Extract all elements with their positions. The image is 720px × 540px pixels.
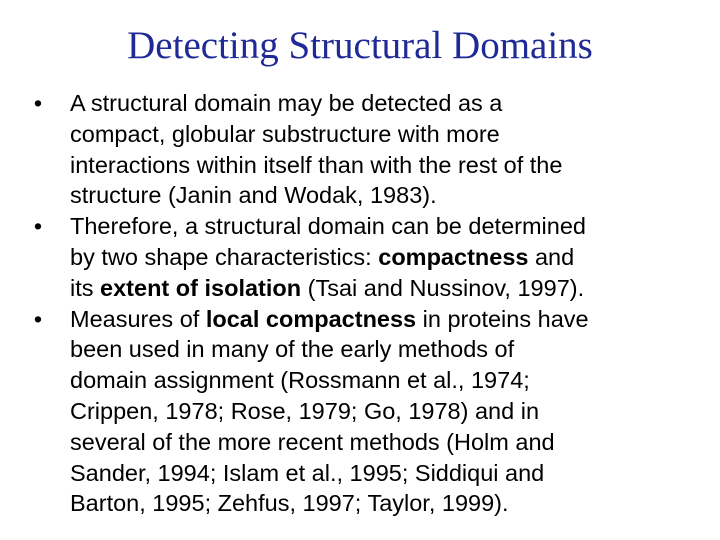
bullet-item	[28, 211, 708, 303]
bullet-text-line	[70, 273, 708, 304]
bullet-text: compact, globular substructure with more	[70, 120, 500, 147]
bullet-text: Measures of	[70, 305, 206, 332]
bullet-text: interactions within itself than with the rest of the	[70, 151, 563, 178]
bullet-text: by two shape characteristics:	[70, 243, 379, 270]
bullet-text-line	[70, 396, 708, 427]
bullet-text: and	[528, 243, 575, 270]
bullet-dot-icon: •	[33, 90, 43, 116]
slide-title: Detecting Structural Domains	[127, 24, 593, 67]
bullet-text: (Tsai and Nussinov, 1997).	[301, 274, 585, 301]
bullet-text-line	[70, 458, 708, 489]
bullet-dot-icon: •	[33, 305, 43, 332]
bullet-list	[28, 88, 708, 519]
bullet-text: been used in many of the early methods of	[70, 336, 515, 363]
bullet-text-line	[70, 150, 708, 181]
bullet-text: domain assignment (Rossmann et al., 1974;	[70, 367, 530, 394]
emphasized-term: compactness	[378, 243, 529, 270]
bullet-text-line	[70, 365, 708, 396]
bullet-text-line	[70, 488, 708, 519]
bullet-text: its	[70, 274, 101, 301]
bullet-text-line	[70, 211, 708, 242]
bullet-text-line	[70, 119, 708, 150]
bullet-text-line	[70, 304, 708, 335]
bullet-text-line	[70, 242, 708, 273]
emphasized-term: local compactness	[205, 305, 417, 332]
bullet-text-line	[70, 334, 708, 365]
emphasized-term: extent of isolation	[100, 274, 302, 301]
bullet-text: Sander, 1994; Islam et al., 1995; Siddiqui and	[70, 459, 545, 486]
bullet-text: A structural domain may be detected as a	[70, 90, 503, 116]
bullet-text: Barton, 1995; Zehfus, 1997; Taylor, 1999).	[70, 490, 509, 517]
bullet-item	[28, 88, 708, 211]
bullet-text: in proteins have	[416, 305, 589, 332]
bullet-text-line	[70, 427, 708, 458]
bullet-text: Crippen, 1978; Rose, 1979; Go, 1978) and in	[70, 397, 540, 424]
bullet-text: Therefore, a structural domain can be determined	[70, 213, 586, 240]
bullet-text-line	[70, 88, 708, 119]
bullet-text: several of the more recent methods (Holm and	[70, 428, 555, 455]
bullet-text: structure (Janin and Wodak, 1983).	[70, 182, 437, 209]
bullet-dot-icon: •	[33, 213, 43, 240]
bullet-text-line	[70, 180, 708, 211]
bullet-item	[28, 304, 708, 520]
